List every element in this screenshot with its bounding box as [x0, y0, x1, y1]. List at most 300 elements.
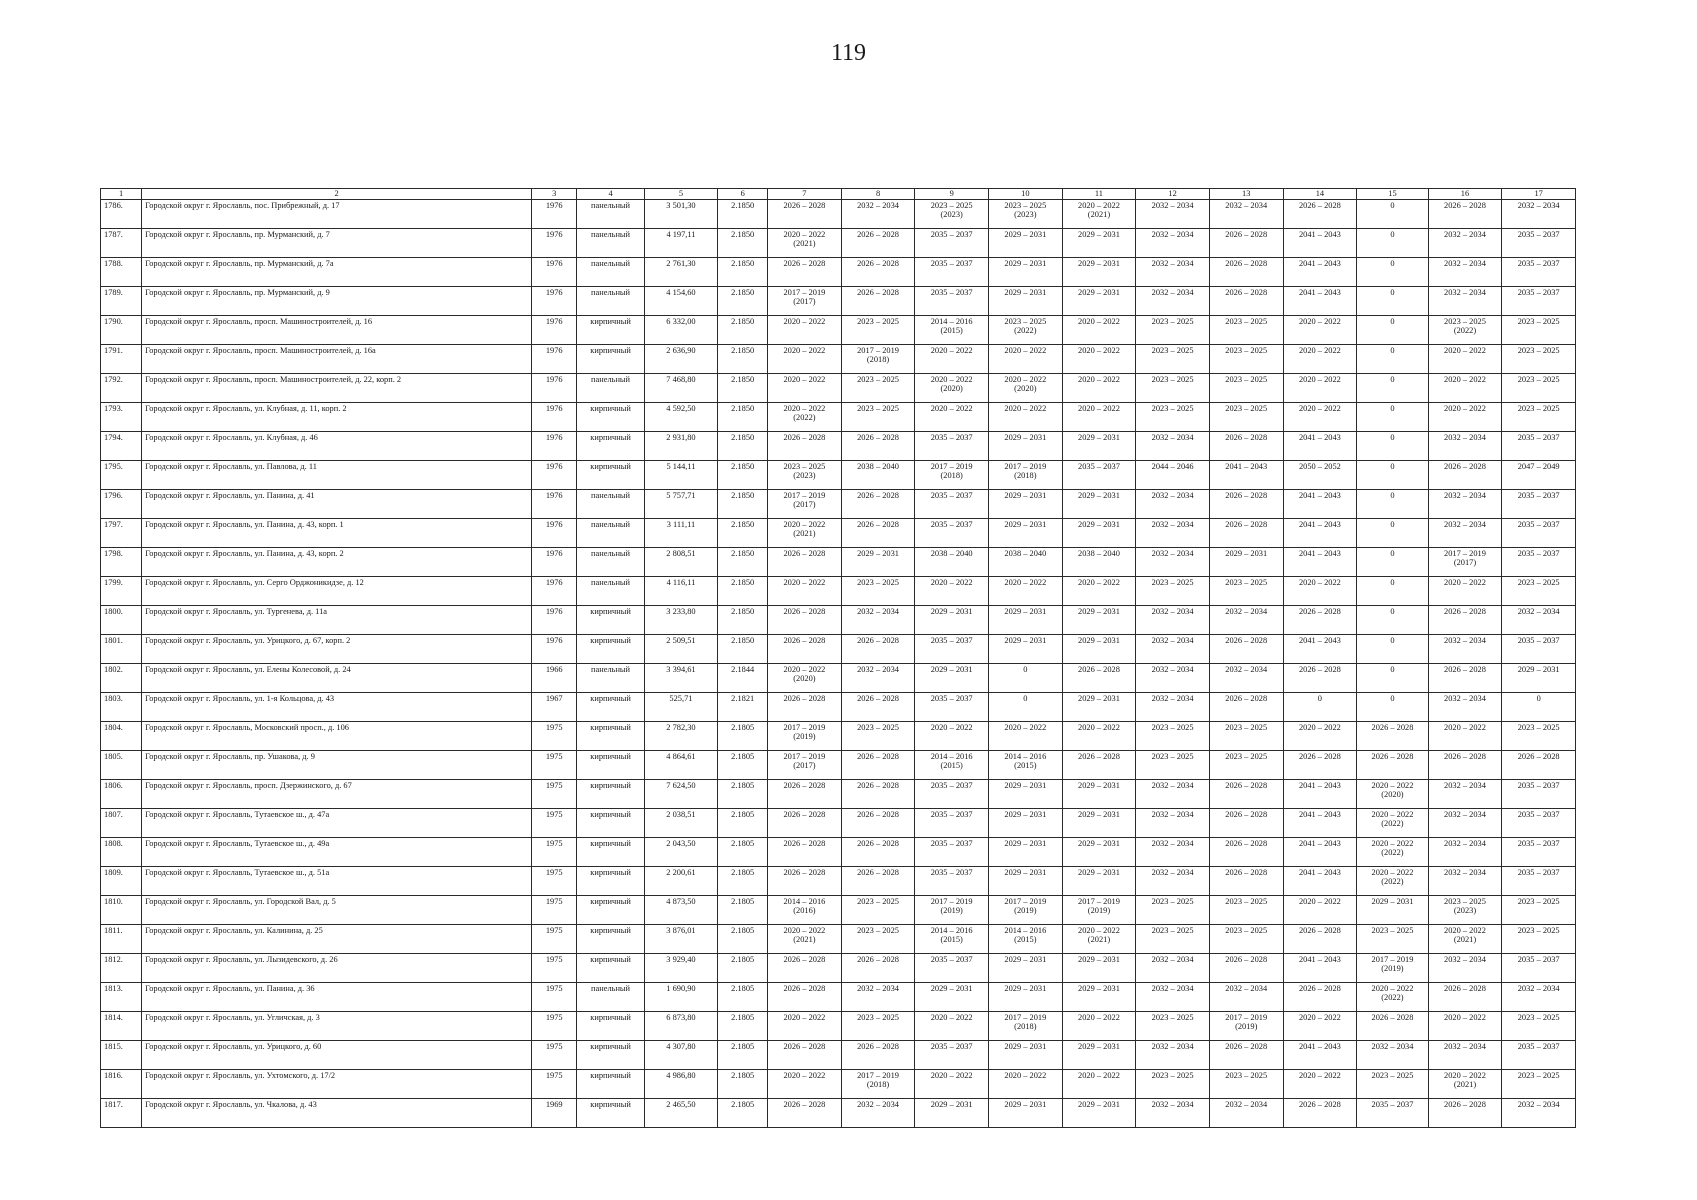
table-cell: 2026 – 2028 [1283, 983, 1357, 1012]
table-cell: 2020 – 2022 [1283, 345, 1357, 374]
table-cell: 2023 – 2025 [1136, 751, 1210, 780]
table-cell: 2.1850 [718, 490, 768, 519]
table-cell: 2026 – 2028 [1209, 693, 1283, 722]
table-cell: 2032 – 2034 [1428, 229, 1502, 258]
table-cell: 1975 [532, 925, 577, 954]
table-cell: 2041 – 2043 [1283, 635, 1357, 664]
column-number: 7 [768, 189, 842, 200]
table-cell: 1975 [532, 954, 577, 983]
table-cell: 2041 – 2043 [1283, 867, 1357, 896]
table-cell: 2032 – 2034 [1136, 490, 1210, 519]
table-cell: 2032 – 2034 [1136, 983, 1210, 1012]
table-cell: 0 [1357, 345, 1428, 374]
table-cell: 2017 – 2019 (2018) [915, 461, 989, 490]
table-cell: 2035 – 2037 [915, 490, 989, 519]
table-cell: 2.1844 [718, 664, 768, 693]
table-cell: 2020 – 2022 [1062, 577, 1136, 606]
table-cell: 2023 – 2025 [1136, 316, 1210, 345]
table-cell: 2.1850 [718, 403, 768, 432]
table-cell: 2035 – 2037 [1502, 490, 1576, 519]
table-cell: 2026 – 2028 [1428, 606, 1502, 635]
table-cell: 2032 – 2034 [1136, 287, 1210, 316]
table-cell: 2014 – 2016 (2015) [989, 925, 1063, 954]
column-number: 10 [989, 189, 1063, 200]
table-cell: 7 624,50 [644, 780, 718, 809]
table-cell: 2.1850 [718, 287, 768, 316]
table-cell: 2017 – 2019 (2018) [989, 1012, 1063, 1041]
table-cell: 2.1805 [718, 809, 768, 838]
table-cell: 2035 – 2037 [1502, 809, 1576, 838]
table-cell: 2 931,80 [644, 432, 718, 461]
table-cell: 2026 – 2028 [768, 693, 842, 722]
table-cell: 2041 – 2043 [1283, 954, 1357, 983]
table-cell: 2.1805 [718, 838, 768, 867]
table-cell: 1976 [532, 287, 577, 316]
address-cell: Городской округ г. Ярославль, просп. Машиностроителей, д. 16а [142, 345, 532, 374]
table-cell: 2023 – 2025 (2023) [989, 200, 1063, 229]
table-cell: 2023 – 2025 [1136, 1012, 1210, 1041]
table-cell: 0 [989, 664, 1063, 693]
table-cell: 2023 – 2025 [1136, 925, 1210, 954]
table-cell: 2032 – 2034 [1428, 954, 1502, 983]
table-cell: 2.1805 [718, 954, 768, 983]
table-cell: кирпичный [577, 1012, 644, 1041]
table-cell: 2032 – 2034 [1136, 838, 1210, 867]
table-cell: 2035 – 2037 [915, 519, 989, 548]
table-cell: 2020 – 2022 (2022) [1357, 867, 1428, 896]
table-cell: 2038 – 2040 [841, 461, 915, 490]
table-cell: 0 [1357, 664, 1428, 693]
address-cell: Городской округ г. Ярославль, ул. Клубная, д. 46 [142, 432, 532, 461]
table-cell: 2047 – 2049 [1502, 461, 1576, 490]
table-cell: 2041 – 2043 [1283, 490, 1357, 519]
table-cell: 2032 – 2034 [841, 200, 915, 229]
table-cell: 2041 – 2043 [1283, 1041, 1357, 1070]
table-cell: 2 200,61 [644, 867, 718, 896]
table-cell: 2029 – 2031 [989, 867, 1063, 896]
table-cell: 2020 – 2022 (2021) [768, 925, 842, 954]
table-cell: 2017 – 2019 (2019) [915, 896, 989, 925]
table-cell: панельный [577, 577, 644, 606]
table-cell: 2029 – 2031 [989, 432, 1063, 461]
table-cell: 2.1805 [718, 751, 768, 780]
table-cell: 1976 [532, 577, 577, 606]
table-cell: 2029 – 2031 [1062, 867, 1136, 896]
table-cell: 2026 – 2028 [841, 229, 915, 258]
table-cell: 2032 – 2034 [1502, 1099, 1576, 1128]
table-cell: 1976 [532, 316, 577, 345]
address-cell: Городской округ г. Ярославль, пр. Мурманский, д. 7 [142, 229, 532, 258]
table-cell: кирпичный [577, 751, 644, 780]
row-number-cell: 1797. [101, 519, 142, 548]
table-cell: 2029 – 2031 [1062, 838, 1136, 867]
column-number: 15 [1357, 189, 1428, 200]
table-cell: 2020 – 2022 (2022) [1357, 838, 1428, 867]
table-row [101, 664, 1576, 693]
address-cell: Городской округ г. Ярославль, ул. Чкалова, д. 43 [142, 1099, 532, 1128]
table-cell: 2.1805 [718, 722, 768, 751]
table-cell: 2020 – 2022 [989, 1070, 1063, 1099]
address-cell: Городской округ г. Ярославль, Московский просп., д. 106 [142, 722, 532, 751]
column-number: 6 [718, 189, 768, 200]
table-cell: 2032 – 2034 [1209, 664, 1283, 693]
table-row [101, 548, 1576, 577]
row-number-cell: 1792. [101, 374, 142, 403]
table-cell: 2026 – 2028 [1357, 1012, 1428, 1041]
page-number: 119 [830, 40, 867, 66]
table-cell: 2032 – 2034 [1428, 1041, 1502, 1070]
table-cell: 1975 [532, 1070, 577, 1099]
table-cell: 2023 – 2025 [1209, 1070, 1283, 1099]
table-cell: 2020 – 2022 (2021) [768, 519, 842, 548]
table-cell: 2.1805 [718, 983, 768, 1012]
table-cell: 2035 – 2037 [915, 954, 989, 983]
table-row [101, 838, 1576, 867]
table-cell: 2017 – 2019 (2018) [841, 1070, 915, 1099]
table-cell: 2 465,50 [644, 1099, 718, 1128]
table-cell: 2029 – 2031 [1209, 548, 1283, 577]
table-cell: 2026 – 2028 [841, 519, 915, 548]
table-row [101, 490, 1576, 519]
table-cell: 2020 – 2022 [1428, 374, 1502, 403]
table-cell: 2041 – 2043 [1283, 287, 1357, 316]
table-cell: 1967 [532, 693, 577, 722]
table-cell: 2023 – 2025 [1357, 925, 1428, 954]
table-cell: 2026 – 2028 [768, 635, 842, 664]
table-cell: 2026 – 2028 [768, 983, 842, 1012]
address-cell: Городской округ г. Ярославль, пр. Мурманский, д. 7а [142, 258, 532, 287]
table-cell: 2026 – 2028 [1209, 229, 1283, 258]
row-number-cell: 1798. [101, 548, 142, 577]
table-cell: 2029 – 2031 [1062, 287, 1136, 316]
table-cell: 2020 – 2022 [1062, 345, 1136, 374]
table-cell: 2035 – 2037 [1502, 1041, 1576, 1070]
table-cell: 2041 – 2043 [1283, 838, 1357, 867]
table-cell: 2029 – 2031 [1062, 490, 1136, 519]
table-cell: 2026 – 2028 [1283, 200, 1357, 229]
table-cell: 2032 – 2034 [1428, 635, 1502, 664]
column-number: 17 [1502, 189, 1576, 200]
table-cell: 2032 – 2034 [1136, 200, 1210, 229]
table-cell: 1976 [532, 519, 577, 548]
table-cell: 0 [1357, 693, 1428, 722]
table-cell: 2035 – 2037 [1062, 461, 1136, 490]
table-cell: кирпичный [577, 809, 644, 838]
table-cell: 0 [1357, 519, 1428, 548]
table-cell: 2020 – 2022 [915, 577, 989, 606]
table-cell: 1976 [532, 432, 577, 461]
table-cell: 2020 – 2022 (2021) [768, 229, 842, 258]
table-cell: 2023 – 2025 [1502, 1070, 1576, 1099]
table-cell: 2035 – 2037 [1502, 867, 1576, 896]
row-number-cell: 1814. [101, 1012, 142, 1041]
table-cell: 2026 – 2028 [768, 200, 842, 229]
table-cell: 2029 – 2031 [1062, 635, 1136, 664]
table-cell: 0 [1357, 200, 1428, 229]
table-cell: 0 [1357, 432, 1428, 461]
table-cell: 2026 – 2028 [768, 258, 842, 287]
table-cell: 2023 – 2025 [1209, 403, 1283, 432]
row-number-cell: 1793. [101, 403, 142, 432]
table-cell: 2029 – 2031 [989, 983, 1063, 1012]
table-cell: кирпичный [577, 345, 644, 374]
table-cell: 2020 – 2022 [1428, 345, 1502, 374]
column-number: 1 [101, 189, 142, 200]
table-cell: 2020 – 2022 [915, 1070, 989, 1099]
address-cell: Городской округ г. Ярославль, ул. Угличская, д. 3 [142, 1012, 532, 1041]
table-cell: 2026 – 2028 [841, 1041, 915, 1070]
table-cell: 2032 – 2034 [1209, 606, 1283, 635]
table-cell: 2026 – 2028 [1209, 519, 1283, 548]
table-cell: 2026 – 2028 [841, 432, 915, 461]
table-cell: 2032 – 2034 [1428, 867, 1502, 896]
table-cell: 2026 – 2028 [1209, 780, 1283, 809]
table-cell: 1976 [532, 200, 577, 229]
table-cell: 2.1805 [718, 1099, 768, 1128]
table-cell: 2026 – 2028 [1428, 200, 1502, 229]
table-cell: 2023 – 2025 [1502, 316, 1576, 345]
table-cell: 2035 – 2037 [1502, 229, 1576, 258]
table-cell: 2026 – 2028 [1428, 983, 1502, 1012]
row-number-cell: 1796. [101, 490, 142, 519]
table-cell: 2032 – 2034 [1136, 867, 1210, 896]
table-cell: 2035 – 2037 [1502, 548, 1576, 577]
table-cell: 1975 [532, 780, 577, 809]
table-row [101, 229, 1576, 258]
table-cell: 2026 – 2028 [1428, 664, 1502, 693]
table-cell: 2029 – 2031 [1062, 1099, 1136, 1128]
table-cell: 2017 – 2019 (2019) [1209, 1012, 1283, 1041]
table-row [101, 925, 1576, 954]
table-cell: 2020 – 2022 (2021) [1062, 925, 1136, 954]
table-cell: 2020 – 2022 [915, 722, 989, 751]
column-number: 13 [1209, 189, 1283, 200]
table-cell: 2029 – 2031 [1062, 809, 1136, 838]
table-cell: 2.1850 [718, 461, 768, 490]
table-cell: 2029 – 2031 [989, 490, 1063, 519]
table-cell: 2023 – 2025 [1502, 722, 1576, 751]
table-cell: 1976 [532, 345, 577, 374]
table-cell: 0 [1357, 316, 1428, 345]
table-cell: 2032 – 2034 [1136, 954, 1210, 983]
table-cell: 525,71 [644, 693, 718, 722]
row-number-cell: 1809. [101, 867, 142, 896]
table-cell: 2041 – 2043 [1283, 809, 1357, 838]
table-cell: 2023 – 2025 [1136, 722, 1210, 751]
table-row [101, 983, 1576, 1012]
table-cell: 2029 – 2031 [989, 229, 1063, 258]
table-cell: 2023 – 2025 [1502, 403, 1576, 432]
table-cell: 2032 – 2034 [1428, 490, 1502, 519]
table-cell: 2041 – 2043 [1283, 229, 1357, 258]
table-cell: 2023 – 2025 [1502, 345, 1576, 374]
table-cell: 2032 – 2034 [1136, 664, 1210, 693]
table-cell: панельный [577, 258, 644, 287]
row-number-cell: 1807. [101, 809, 142, 838]
table-cell: 2029 – 2031 [1062, 780, 1136, 809]
table-cell: 2020 – 2022 (2022) [768, 403, 842, 432]
table-cell: 2026 – 2028 [1283, 751, 1357, 780]
table-row [101, 403, 1576, 432]
table-cell: 2032 – 2034 [1428, 780, 1502, 809]
row-number-cell: 1812. [101, 954, 142, 983]
table-cell: 2.1850 [718, 345, 768, 374]
table-cell: 4 307,80 [644, 1041, 718, 1070]
table-cell: 2026 – 2028 [1209, 867, 1283, 896]
table-cell: 2029 – 2031 [1062, 258, 1136, 287]
table-cell: 2026 – 2028 [1209, 954, 1283, 983]
address-cell: Городской округ г. Ярославль, ул. Урицкого, д. 67, корп. 2 [142, 635, 532, 664]
table-cell: 2035 – 2037 [915, 838, 989, 867]
table-cell: 0 [1502, 693, 1576, 722]
table-cell: 2050 – 2052 [1283, 461, 1357, 490]
table-cell: 1975 [532, 751, 577, 780]
table-cell: 1975 [532, 983, 577, 1012]
table-cell: 2029 – 2031 [915, 1099, 989, 1128]
table-cell: 2017 – 2019 (2019) [1357, 954, 1428, 983]
table-cell: 2023 – 2025 [1136, 374, 1210, 403]
schedule-table [100, 188, 1576, 1128]
table-cell: 2.1805 [718, 780, 768, 809]
table-cell: 2026 – 2028 [768, 780, 842, 809]
column-number: 5 [644, 189, 718, 200]
table-cell: панельный [577, 287, 644, 316]
table-cell: 2026 – 2028 [1209, 838, 1283, 867]
table-cell: 2017 – 2019 (2017) [768, 751, 842, 780]
table-cell: 2035 – 2037 [915, 1041, 989, 1070]
table-cell: 4 986,80 [644, 1070, 718, 1099]
table-cell: 5 757,71 [644, 490, 718, 519]
table-cell: 2020 – 2022 [989, 722, 1063, 751]
row-number-cell: 1803. [101, 693, 142, 722]
table-cell: 2 761,30 [644, 258, 718, 287]
table-cell: 2023 – 2025 [841, 722, 915, 751]
table-row [101, 200, 1576, 229]
table-cell: 2029 – 2031 [989, 780, 1063, 809]
table-cell: 3 394,61 [644, 664, 718, 693]
table-cell: 5 144,11 [644, 461, 718, 490]
table-cell: 2020 – 2022 [989, 577, 1063, 606]
table-cell: 2017 – 2019 (2017) [768, 287, 842, 316]
table-cell: кирпичный [577, 896, 644, 925]
table-cell: 2026 – 2028 [841, 838, 915, 867]
table-cell: 2035 – 2037 [915, 432, 989, 461]
table-cell: 2023 – 2025 [1209, 722, 1283, 751]
table-cell: кирпичный [577, 635, 644, 664]
table-cell: 2014 – 2016 (2015) [989, 751, 1063, 780]
row-number-cell: 1810. [101, 896, 142, 925]
table-cell: 2023 – 2025 [1502, 896, 1576, 925]
table-cell: 2020 – 2022 [915, 345, 989, 374]
table-cell: 2014 – 2016 (2015) [915, 751, 989, 780]
table-cell: 2.1850 [718, 432, 768, 461]
address-cell: Городской округ г. Ярославль, ул. Клубная, д. 11, корп. 2 [142, 403, 532, 432]
table-cell: 2026 – 2028 [768, 809, 842, 838]
table-cell: 2020 – 2022 (2022) [1357, 983, 1428, 1012]
table-cell: 2017 – 2019 (2018) [841, 345, 915, 374]
row-number-cell: 1815. [101, 1041, 142, 1070]
address-cell: Городской округ г. Ярославль, ул. Серго Орджоникидзе, д. 12 [142, 577, 532, 606]
table-cell: 2032 – 2034 [1428, 693, 1502, 722]
row-number-cell: 1805. [101, 751, 142, 780]
table-row [101, 606, 1576, 635]
table-cell: 2032 – 2034 [1136, 548, 1210, 577]
table-cell: 2020 – 2022 [989, 403, 1063, 432]
table-cell: 2026 – 2028 [841, 490, 915, 519]
table-body [101, 189, 1576, 1128]
table-cell: кирпичный [577, 432, 644, 461]
table-cell: 2032 – 2034 [1136, 809, 1210, 838]
table-cell: 2035 – 2037 [1502, 780, 1576, 809]
table-cell: 2026 – 2028 [768, 954, 842, 983]
table-cell: 2023 – 2025 [1502, 925, 1576, 954]
column-number: 9 [915, 189, 989, 200]
table-cell: панельный [577, 200, 644, 229]
table-cell: 2017 – 2019 (2019) [1062, 896, 1136, 925]
table-cell: 2032 – 2034 [1136, 432, 1210, 461]
table-cell: 2032 – 2034 [1428, 809, 1502, 838]
table-cell: 1975 [532, 1012, 577, 1041]
table-cell: 2032 – 2034 [1357, 1041, 1428, 1070]
table-cell: 2029 – 2031 [1062, 954, 1136, 983]
table-cell: 2026 – 2028 [841, 751, 915, 780]
table-cell: 2032 – 2034 [841, 606, 915, 635]
table-cell: 2029 – 2031 [1062, 519, 1136, 548]
table-cell: 2038 – 2040 [989, 548, 1063, 577]
table-cell: 2032 – 2034 [841, 664, 915, 693]
table-cell: 1 690,90 [644, 983, 718, 1012]
address-cell: Городской округ г. Ярославль, ул. Тургенева, д. 11а [142, 606, 532, 635]
table-cell: 2026 – 2028 [768, 432, 842, 461]
table-cell: 2023 – 2025 [1209, 316, 1283, 345]
table-row [101, 954, 1576, 983]
table-cell: 1975 [532, 809, 577, 838]
table-cell: кирпичный [577, 867, 644, 896]
row-number-cell: 1808. [101, 838, 142, 867]
table-cell: 2032 – 2034 [1136, 780, 1210, 809]
table-cell: 2023 – 2025 [1136, 345, 1210, 374]
table-cell: кирпичный [577, 1070, 644, 1099]
table-cell: 2023 – 2025 [1502, 374, 1576, 403]
table-cell: 2026 – 2028 [768, 606, 842, 635]
table-cell: 2020 – 2022 [1428, 1012, 1502, 1041]
table-cell: панельный [577, 374, 644, 403]
table-cell: 2026 – 2028 [841, 954, 915, 983]
table-row [101, 258, 1576, 287]
table-cell: 2029 – 2031 [1062, 1041, 1136, 1070]
table-cell: 2029 – 2031 [915, 983, 989, 1012]
table-cell: 2035 – 2037 [1502, 258, 1576, 287]
table-cell: 2041 – 2043 [1283, 258, 1357, 287]
table-cell: 2023 – 2025 [1502, 1012, 1576, 1041]
table-cell: 2029 – 2031 [1062, 606, 1136, 635]
row-number-cell: 1794. [101, 432, 142, 461]
table-cell: 2035 – 2037 [1502, 432, 1576, 461]
table-cell: 2.1850 [718, 548, 768, 577]
table-cell: 2020 – 2022 [1283, 722, 1357, 751]
table-cell: 2023 – 2025 [841, 925, 915, 954]
address-cell: Городской округ г. Ярославль, Тутаевское ш., д. 51а [142, 867, 532, 896]
table-cell: кирпичный [577, 403, 644, 432]
row-number-cell: 1811. [101, 925, 142, 954]
table-cell: 2020 – 2022 (2020) [989, 374, 1063, 403]
table-cell: 2032 – 2034 [1428, 838, 1502, 867]
table-cell: 2020 – 2022 [1283, 1070, 1357, 1099]
table-cell: 0 [989, 693, 1063, 722]
table-cell: 2026 – 2028 [1209, 432, 1283, 461]
address-cell: Городской округ г. Ярославль, ул. Панина, д. 43, корп. 1 [142, 519, 532, 548]
table-cell: 2026 – 2028 [1502, 751, 1576, 780]
